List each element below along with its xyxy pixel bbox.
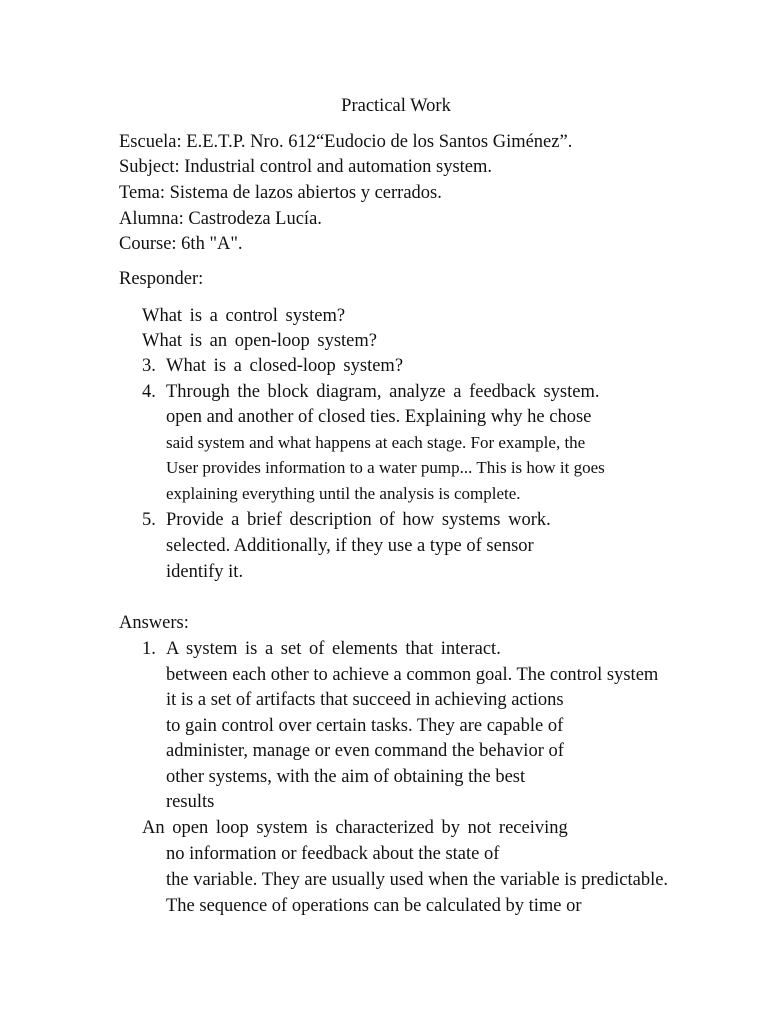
question-4-line-3: said system and what happens at each stage. For example, the — [166, 433, 586, 452]
question-4-line-1: Through the block diagram, analyze a feedback system. — [166, 382, 600, 402]
question-3-text: What is a closed-loop system? — [166, 356, 404, 376]
answer-1-line-6: other systems, with the aim of obtaining the best — [166, 767, 526, 787]
answer-1-line-5: administer, manage or even command the behavior of — [166, 741, 564, 761]
question-5-line-1: Provide a brief description of how systems work. — [166, 510, 551, 530]
answer-2-line-2: no information or feedback about the state of — [166, 844, 500, 864]
question-5-number: 5. — [142, 510, 156, 530]
question-4-line-2: open and another of closed ties. Explaining why he chose — [166, 407, 592, 427]
header-school: Escuela: E.E.T.P. Nro. 612“Eudocio de los Santos Giménez”. — [119, 132, 573, 152]
question-5-line-3: identify it. — [166, 562, 244, 582]
answer-2-line-3: the variable. They are usually used when the variable is predictable. — [166, 870, 669, 890]
answers-label: Answers: — [119, 613, 189, 633]
responder-label: Responder: — [119, 269, 204, 289]
answer-2-line-1: An open loop system is characterized by not receiving — [142, 818, 568, 838]
header-subject: Subject: Industrial control and automation system. — [119, 157, 493, 177]
answer-1-line-4: to gain control over certain tasks. They are capable of — [166, 716, 564, 736]
question-4-number: 4. — [142, 382, 156, 402]
header-tema: Tema: Sistema de lazos abiertos y cerrados. — [119, 183, 442, 203]
question-5 — [142, 509, 551, 531]
question-5-line-2: selected. Additionally, if they use a type of sensor — [166, 536, 534, 556]
answer-1-line-1: A system is a set of elements that interact. — [166, 639, 501, 659]
answer-1-number: 1. — [142, 639, 156, 659]
question-2: What is an open-loop system? — [142, 331, 377, 351]
question-1: What is a control system? — [142, 306, 346, 326]
question-4-line-5: explaining everything until the analysis is complete. — [166, 484, 521, 503]
header-course: Course: 6th "A". — [119, 234, 243, 254]
question-3 — [142, 355, 403, 377]
answer-1 — [142, 638, 501, 660]
answer-1-line-3: it is a set of artifacts that succeed in achieving actions — [166, 690, 564, 710]
question-4-line-4: User provides information to a water pump... This is how it goes — [166, 458, 605, 477]
page-title: Practical Work — [341, 96, 451, 116]
header-alumna: Alumna: Castrodeza Lucía. — [119, 209, 322, 229]
answer-1-line-2: between each other to achieve a common goal. The control system — [166, 665, 659, 685]
question-3-number: 3. — [142, 356, 156, 376]
answer-1-line-7: results — [166, 792, 215, 812]
answer-2-line-4: The sequence of operations can be calculated by time or — [166, 896, 582, 916]
question-4 — [142, 381, 600, 403]
